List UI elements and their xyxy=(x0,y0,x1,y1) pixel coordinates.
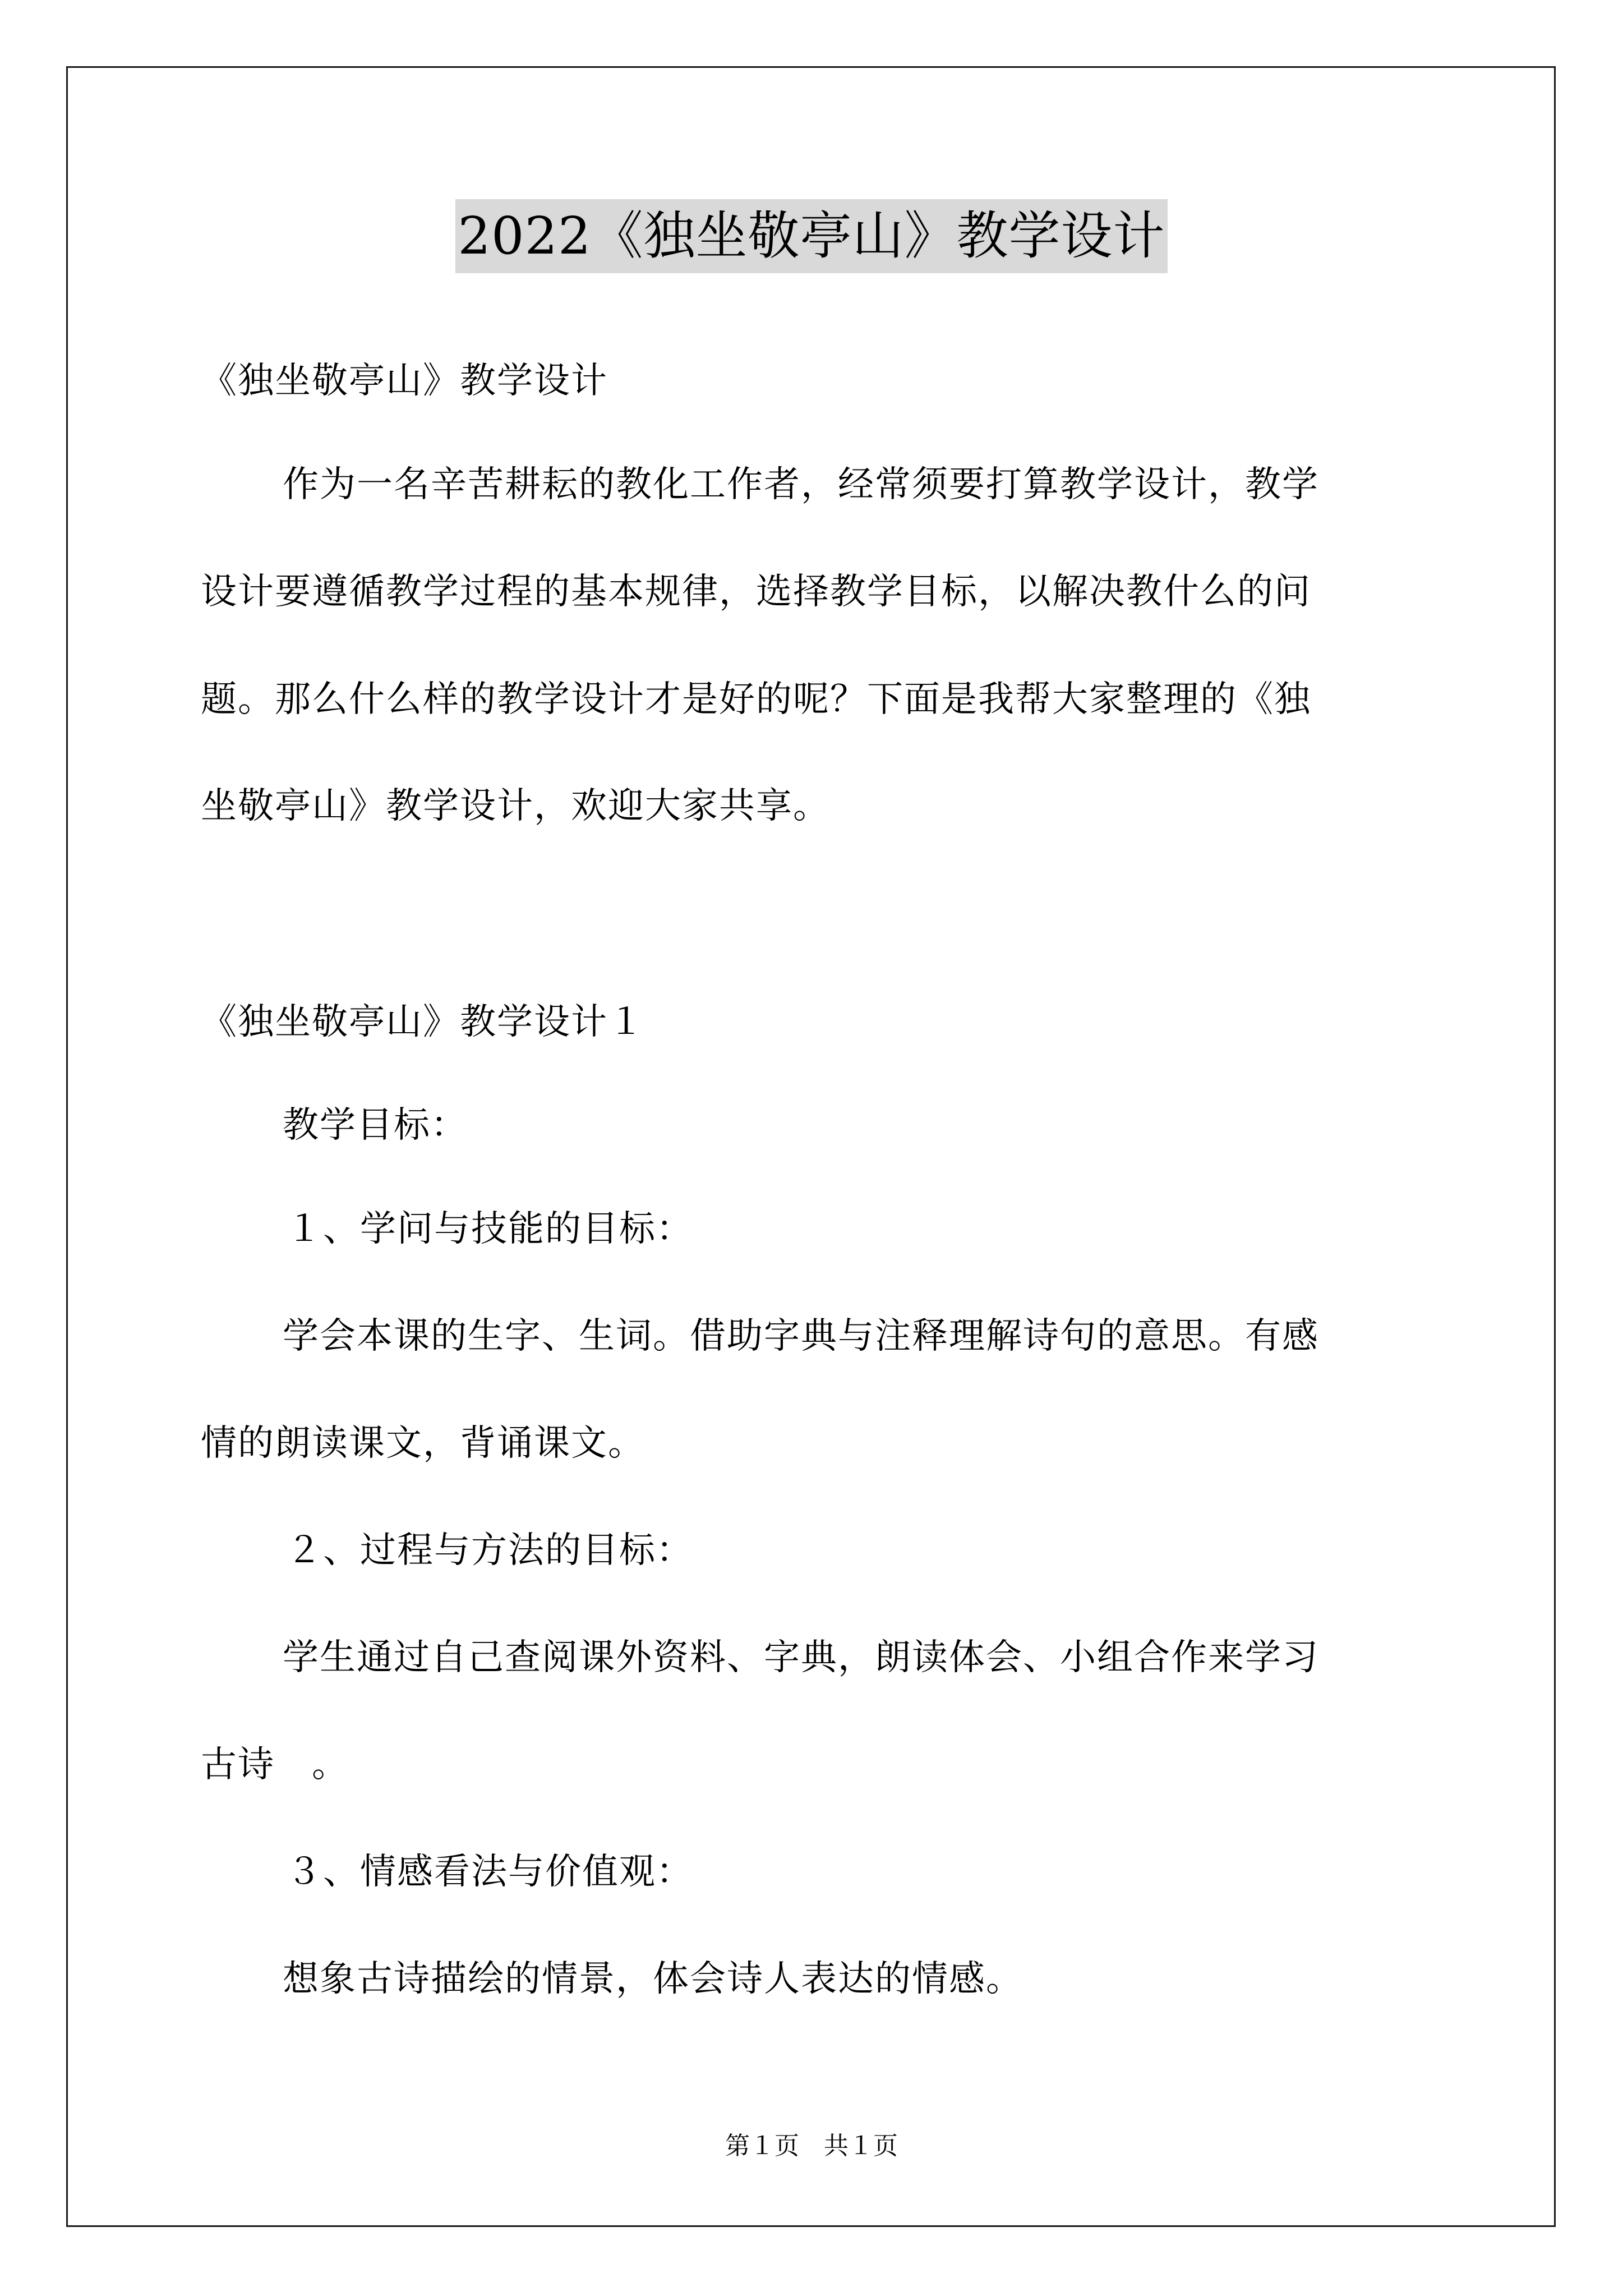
goal1-line-1: 学会本课的生字、生词。借助字典与注释理解诗句的意思。有感 xyxy=(283,1315,1319,1357)
intro-line-1: 作为一名辛苦耕耘的教化工作者，经常须要打算教学设计，教学 xyxy=(283,464,1319,505)
goals-label: 教学目标： xyxy=(283,1105,468,1146)
goal3-heading: ３、情感看法与价值观： xyxy=(286,1851,693,1893)
goal2-heading: ２、过程与方法的目标： xyxy=(286,1530,693,1571)
intro-line-2: 设计要遵循教学过程的基本规律，选择教学目标，以解决教什么的问 xyxy=(201,571,1311,613)
intro-line-4: 坐敬亭山》教学设计，欢迎大家共享。 xyxy=(201,785,830,827)
goal2-line-1: 学生通过自己查阅课外资料、字典，朗读体会、小组合作来学习 xyxy=(283,1637,1319,1678)
goal2-line-2: 古诗 。 xyxy=(201,1744,349,1786)
page-footer: 第１页 共１页 xyxy=(725,2132,898,2160)
intro-line-3: 题。那么什么样的教学设计才是好的呢？下面是我帮大家整理的《独 xyxy=(201,679,1311,720)
goal1-line-2: 情的朗读课文，背诵课文。 xyxy=(201,1423,645,1464)
goal1-heading: １、学问与技能的目标： xyxy=(286,1208,693,1250)
title-container xyxy=(0,199,1623,273)
document-subtitle: 《独坐敬亭山》教学设计 xyxy=(201,360,608,402)
document-title: 2022《独坐敬亭山》教学设计 xyxy=(455,199,1167,273)
section-heading: 《独坐敬亭山》教学设计１ xyxy=(201,1001,645,1043)
goal3-line: 想象古诗描绘的情景，体会诗人表达的情感。 xyxy=(283,1958,1023,2000)
